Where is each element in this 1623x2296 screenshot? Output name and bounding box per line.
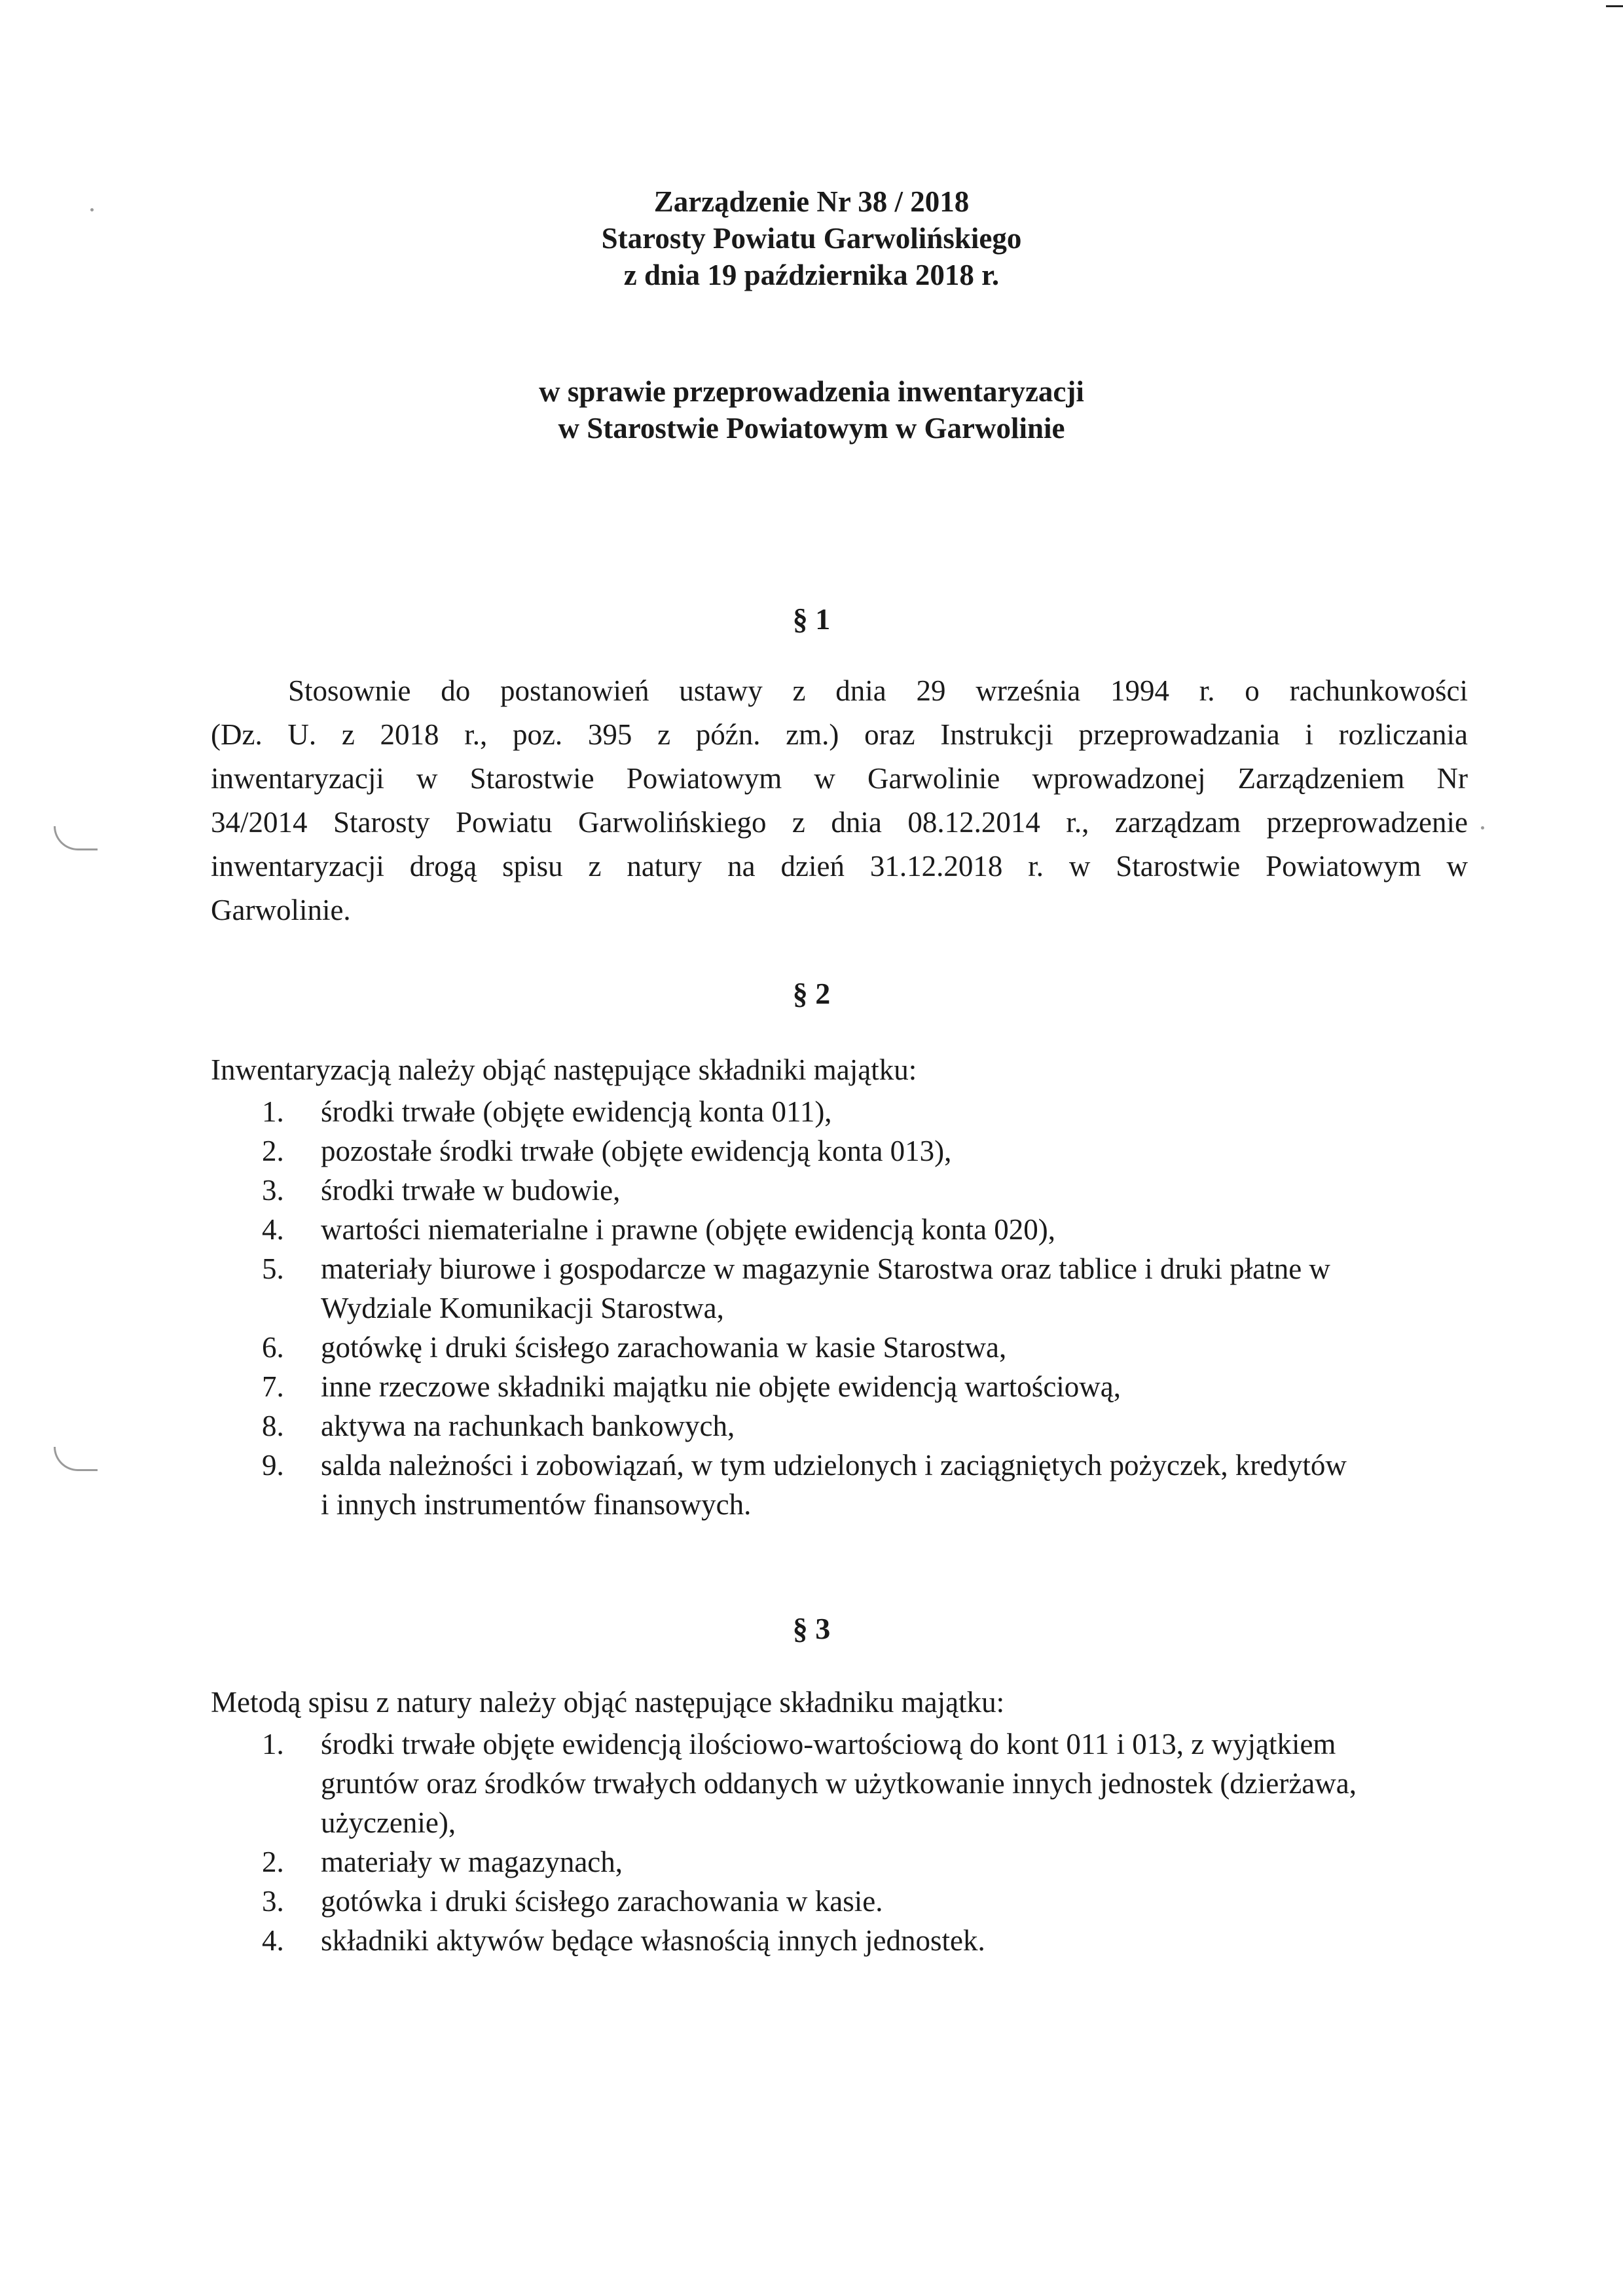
list-item-number: 4. bbox=[262, 1924, 284, 1957]
list-item bbox=[262, 1249, 1473, 1328]
list-item bbox=[262, 1092, 1473, 1131]
paragraph-line: inwentaryzacji w Starostwie Powiatowym w Garwolinie wprowadzonej Zarządzeniem Nr bbox=[211, 762, 1468, 795]
list-item bbox=[262, 1446, 1473, 1524]
punch-hole-mark bbox=[54, 826, 98, 850]
list-item-text: środki trwałe objęte ewidencją ilościowo-wartościową do kont 011 i 013, z wyjątkiem bbox=[321, 1728, 1336, 1760]
title-line-issuer: Starosty Powiatu Garwolińskiego bbox=[601, 222, 1022, 255]
list-item bbox=[262, 1882, 1473, 1921]
section-2-list bbox=[262, 1092, 1473, 1524]
punch-hole-mark bbox=[54, 1447, 98, 1471]
list-item bbox=[262, 1842, 1473, 1882]
section-2-intro: Inwentaryzacją należy objąć następujące składniki majątku: bbox=[211, 1053, 917, 1086]
list-item bbox=[262, 1131, 1473, 1171]
list-item bbox=[262, 1406, 1473, 1446]
section-3-intro: Metodą spisu z natury należy objąć następujące składniku majątku: bbox=[211, 1686, 1005, 1719]
list-item-number: 1. bbox=[262, 1728, 284, 1760]
scan-edge-mark bbox=[1606, 5, 1623, 7]
paragraph-line: (Dz. U. z 2018 r., poz. 395 z późn. zm.) oraz Instrukcji przeprowadzania i rozliczania bbox=[211, 718, 1468, 751]
list-item-number: 7. bbox=[262, 1370, 284, 1403]
list-item-text: środki trwałe w budowie, bbox=[321, 1174, 621, 1207]
list-item-number: 9. bbox=[262, 1449, 284, 1482]
list-item bbox=[262, 1171, 1473, 1210]
subject-line-2: w Starostwie Powiatowym w Garwolinie bbox=[558, 412, 1065, 445]
list-item-text: aktywa na rachunkach bankowych, bbox=[321, 1410, 735, 1442]
list-item-text: gruntów oraz środków trwałych oddanych w użytkowanie innych jednostek (dzierżawa, bbox=[321, 1767, 1357, 1800]
list-item-number: 2. bbox=[262, 1846, 284, 1878]
list-item-text: Wydziale Komunikacji Starostwa, bbox=[321, 1292, 724, 1324]
list-item-text: salda należności i zobowiązań, w tym udzielonych i zaciągniętych pożyczek, kredytów bbox=[321, 1449, 1347, 1482]
list-item-number: 8. bbox=[262, 1410, 284, 1442]
section-2-heading: § 2 bbox=[792, 977, 831, 1010]
list-item-number: 6. bbox=[262, 1331, 284, 1364]
list-item bbox=[262, 1921, 1473, 1960]
section-1-paragraph bbox=[211, 669, 1468, 932]
paragraph-line: 34/2014 Starosty Powiatu Garwolińskiego z dnia 08.12.2014 r., zarządzam przeprowadzenie bbox=[211, 806, 1468, 839]
paragraph-line: Stosownie do postanowień ustawy z dnia 29 września 1994 r. o rachunkowości bbox=[288, 674, 1468, 707]
list-item-number: 3. bbox=[262, 1885, 284, 1918]
list-item-text: gotówka i druki ścisłego zarachowania w kasie. bbox=[321, 1885, 883, 1918]
section-3-list bbox=[262, 1724, 1473, 1960]
list-item-number: 5. bbox=[262, 1252, 284, 1285]
list-item-text: pozostałe środki trwałe (objęte ewidencją konta 013), bbox=[321, 1135, 952, 1167]
list-item-number: 1. bbox=[262, 1095, 284, 1128]
list-item-text: inne rzeczowe składniki majątku nie objęte ewidencją wartościową, bbox=[321, 1370, 1122, 1403]
list-item-text: środki trwałe (objęte ewidencją konta 011), bbox=[321, 1095, 832, 1128]
list-item-number: 2. bbox=[262, 1135, 284, 1167]
list-item-text: wartości niematerialne i prawne (objęte ewidencją konta 020), bbox=[321, 1213, 1056, 1246]
list-item-text: materiały biurowe i gospodarcze w magazynie Starostwa oraz tablice i druki płatne w bbox=[321, 1252, 1330, 1285]
list-item bbox=[262, 1367, 1473, 1406]
paragraph-line: inwentaryzacji drogą spisu z natury na dzień 31.12.2018 r. w Starostwie Powiatowym w bbox=[211, 850, 1468, 883]
list-item-text: gotówkę i druki ścisłego zarachowania w kasie Starostwa, bbox=[321, 1331, 1007, 1364]
title-line-date: z dnia 19 października 2018 r. bbox=[623, 259, 1000, 291]
list-item-text: składniki aktywów będące własnością innych jednostek. bbox=[321, 1924, 985, 1957]
list-item-text: i innych instrumentów finansowych. bbox=[321, 1488, 752, 1521]
list-item-text: materiały w magazynach, bbox=[321, 1846, 623, 1878]
subject-line-1: w sprawie przeprowadzenia inwentaryzacji bbox=[539, 375, 1084, 408]
list-item-number: 3. bbox=[262, 1174, 284, 1207]
list-item-text: użyczenie), bbox=[321, 1806, 456, 1839]
document-subject bbox=[0, 373, 1623, 446]
list-item bbox=[262, 1724, 1473, 1842]
section-3-heading: § 3 bbox=[792, 1612, 831, 1645]
title-line-order-number: Zarządzenie Nr 38 / 2018 bbox=[653, 185, 970, 218]
list-item-number: 4. bbox=[262, 1213, 284, 1246]
paragraph-line: Garwolinie. bbox=[211, 894, 351, 926]
list-item bbox=[262, 1328, 1473, 1367]
scan-speck bbox=[1481, 826, 1484, 829]
section-1-heading: § 1 bbox=[792, 602, 831, 636]
document-title bbox=[0, 183, 1623, 293]
list-item bbox=[262, 1210, 1473, 1249]
